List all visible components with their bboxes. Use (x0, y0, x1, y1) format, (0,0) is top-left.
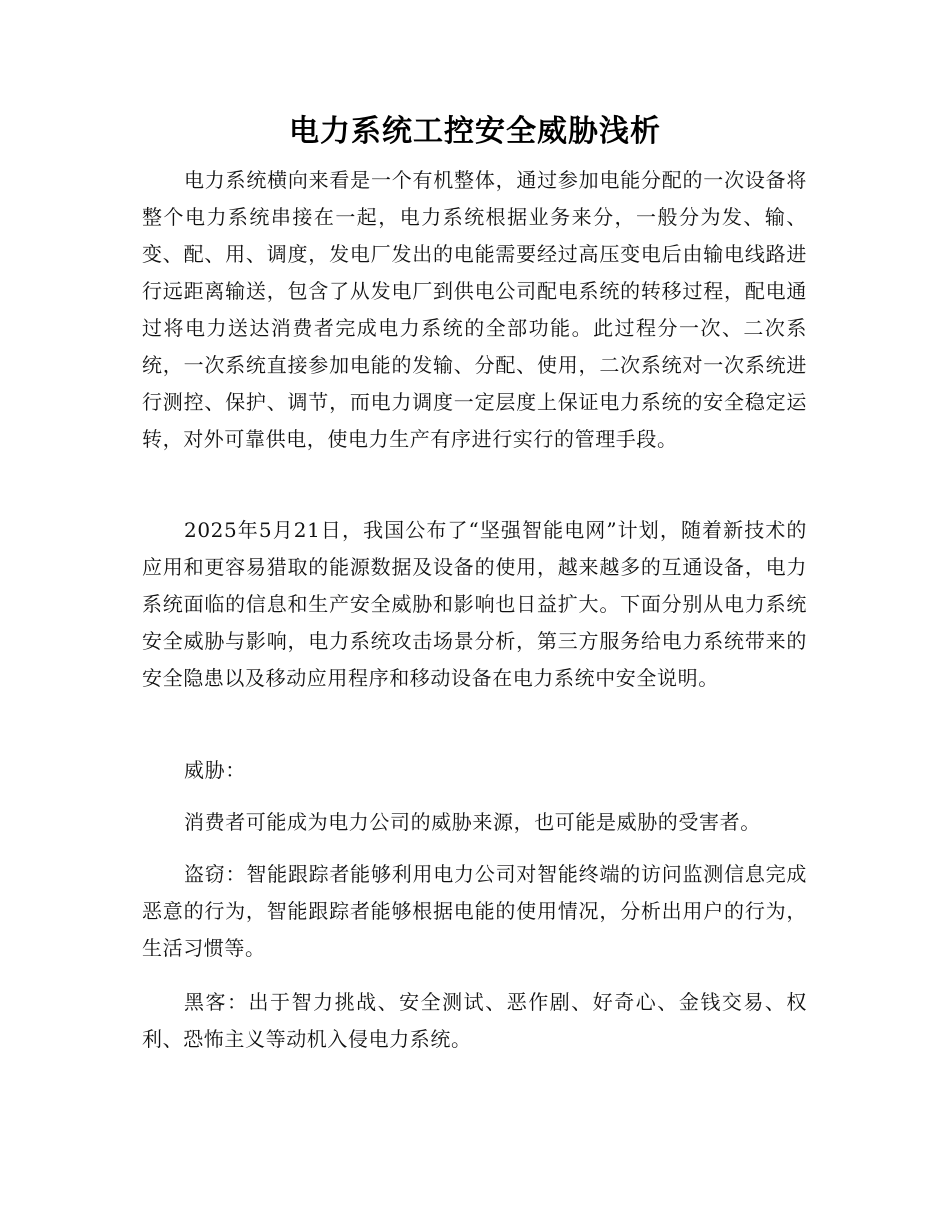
paragraph-smart-grid: 2025年5月21日，我国公布了“坚强智能电网”计划，随着新技术的应用和更容易猎取的能源数据及设备的使用，越来越多的互通设备，电力系统面临的信息和生产安全威胁和影响也日益扩大。下面分别从电力系统安全威胁与影响，电力系统攻击场景分析，第三方服务给电力系统带来的安全隐患以及移动应用程序和移动设备在电力系统中安全说明。 (142, 518, 807, 690)
paragraph-threat-heading: 威胁： (184, 758, 246, 782)
paragraph-overview: 电力系统横向来看是一个有机整体，通过参加电能分配的一次设备将整个电力系统串接在一起，电力系统根据业务来分，一般分为发、输、变、配、用、调度，发电厂发出的电能需要经过高压变电后由输电线路进行远距离输送，包含了从发电厂到供电公司配电系统的转移过程，配电通过将电力送达消费者完成电力系统的全部功能。此过程分一次、二次系统，一次系统直接参加电能的发输、分配、使用，二次系统对一次系统进行测控、保护、调节，而电力调度一定层度上保证电力系统的安全稳定运转，对外可靠供电，使电力生产有序进行实行的管理手段。 (142, 168, 807, 451)
paragraph-hackers: 黑客：出于智力挑战、安全测试、恶作剧、好奇心、金钱交易、权利、恐怖主义等动机入侵电力系统。 (142, 990, 807, 1051)
paragraph-theft: 盗窃：智能跟踪者能够利用电力公司对智能终端的访问监测信息完成恶意的行为，智能跟踪者能够根据电能的使用情况，分析出用户的行为，生活习惯等。 (142, 862, 807, 960)
paragraph-consumers: 消费者可能成为电力公司的威胁来源，也可能是威胁的受害者。 (184, 810, 761, 834)
document-title: 电力系统工控安全威胁浅析 (289, 114, 661, 149)
